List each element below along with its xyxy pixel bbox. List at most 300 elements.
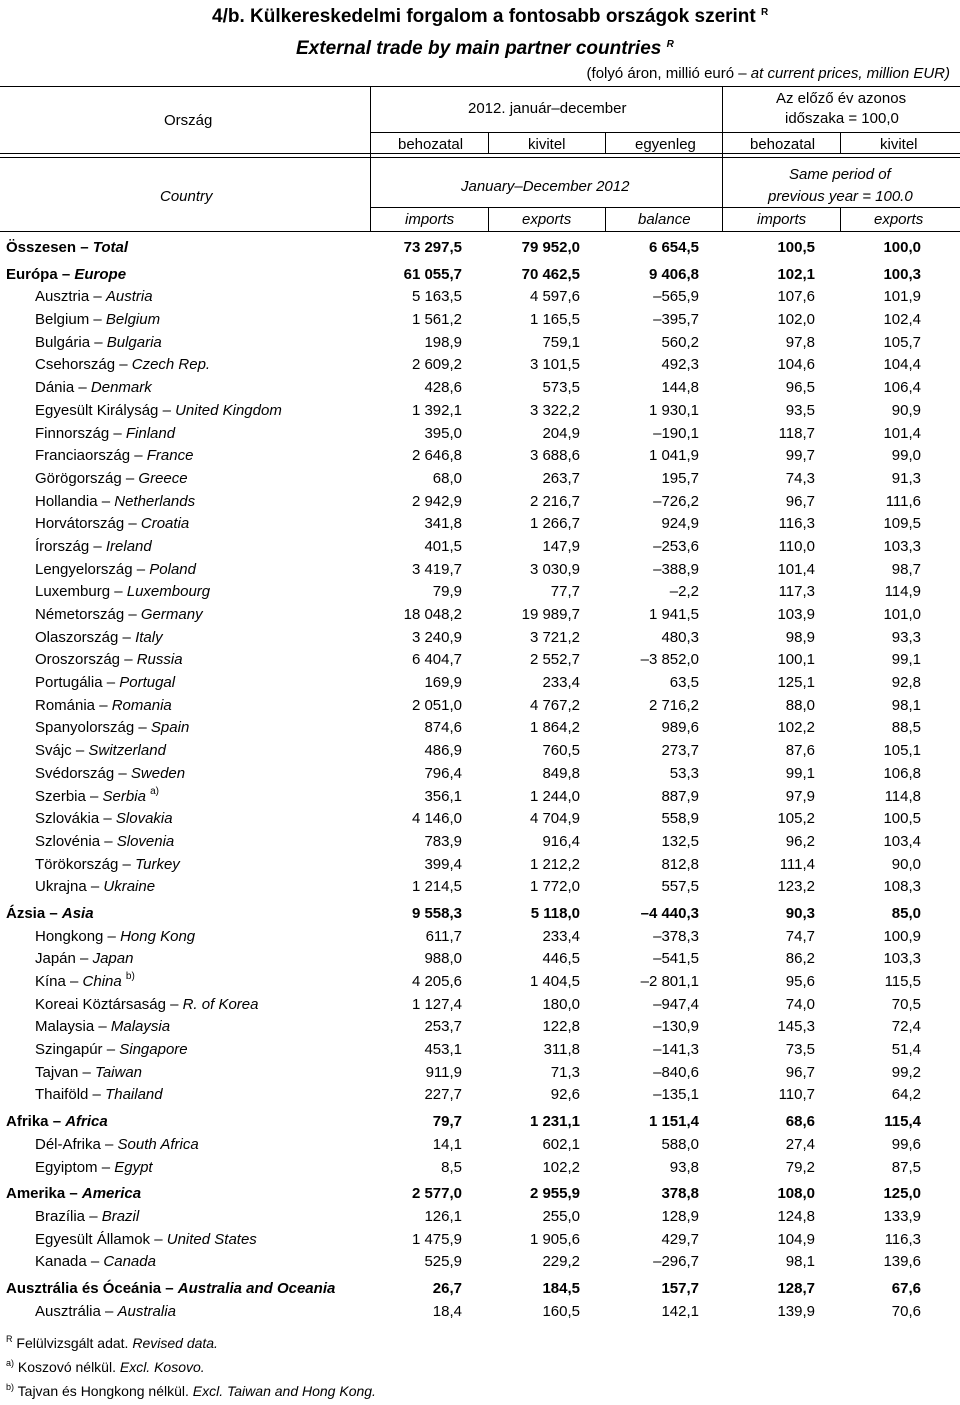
table-row: [0, 603, 960, 626]
country-en: Asia: [61, 904, 94, 922]
cell-value: –541,5: [653, 950, 699, 968]
country-name: Németország – Germany: [35, 606, 203, 623]
country-hu: Amerika: [6, 1185, 66, 1203]
footnote-b: [6, 1383, 376, 1399]
country-name: Amerika – America: [6, 1185, 142, 1203]
country-name: Belgium – Belgium: [35, 311, 161, 329]
cell-value: 887,9: [661, 787, 699, 805]
country-hu: Tajvan: [35, 1063, 79, 1081]
table-row: [0, 1133, 960, 1156]
country-en: Finland: [125, 424, 176, 442]
country-name: Szingapúr – Singapore: [35, 1041, 188, 1059]
cell-value: 263,7: [542, 469, 580, 487]
cell-value: 1 212,2: [529, 855, 580, 873]
country-hu: Szlovénia: [35, 832, 101, 850]
country-hu: Ukrajna: [35, 878, 87, 896]
col-hu-2: kivitel: [528, 136, 566, 153]
cell-value: 68,6: [785, 1113, 815, 1131]
country-name: Kína – China $^{b)}$: [35, 971, 135, 990]
cell-value: 611,7: [425, 927, 462, 945]
cell-value: 204,9: [542, 424, 580, 442]
cell-value: 492,3: [661, 356, 699, 374]
region-row: [0, 1182, 960, 1205]
header-prev-en-1: Same period of: [789, 166, 891, 183]
country-en: Romania: [111, 696, 172, 714]
cell-value: 88,5: [891, 719, 921, 737]
country-en: Belgium: [105, 311, 161, 329]
cell-value: 109,5: [883, 515, 921, 533]
cell-value: 486,9: [424, 742, 462, 760]
country-en: Germany: [140, 606, 203, 623]
country-hu: Dél-Afrika: [35, 1135, 101, 1153]
country-name: Hollandia – Netherlands: [35, 492, 196, 510]
country-hu: Törökország: [35, 855, 119, 873]
cell-value: –2 801,1: [640, 973, 699, 990]
cell-value: –726,2: [653, 492, 699, 510]
units-hu: (folyó áron, millió euró: [586, 65, 735, 82]
cell-value: 759,1: [542, 333, 580, 351]
fn-hu: Felülvizsgált adat.: [16, 1335, 129, 1351]
cell-value: 51,4: [891, 1041, 921, 1059]
header-prev-hu-1: Az előző év azonos: [776, 90, 907, 107]
table-row: [0, 1228, 960, 1251]
cell-value: 102,2: [542, 1158, 580, 1176]
footnote-ref: a): [150, 785, 159, 797]
country-name: Oroszország – Russia: [35, 651, 183, 669]
cell-value: 104,4: [883, 356, 921, 374]
cell-value: 453,1: [424, 1041, 462, 1059]
country-name: Ázsia – Asia: [6, 904, 94, 922]
cell-value: 53,3: [669, 764, 699, 782]
country-name: Koreai Köztársaság – R. of Korea: [35, 995, 259, 1013]
table-row: [0, 626, 960, 649]
header-prev-en-2: previous year = 100.0: [768, 188, 913, 205]
country-name: Thaiföld – Thailand: [35, 1086, 163, 1104]
country-hu: Ausztria: [35, 288, 90, 306]
cell-value: 128,7: [777, 1279, 815, 1297]
cell-value: 2 216,7: [529, 492, 580, 510]
country-name: Szlovénia – Slovenia: [35, 832, 175, 850]
cell-value: 104,9: [777, 1230, 815, 1248]
country-hu: Egyiptom: [35, 1158, 98, 1176]
country-name: Spanyolország – Spain: [35, 719, 190, 737]
country-en: Brazil: [101, 1207, 140, 1225]
col-en-3: balance: [638, 211, 691, 228]
country-hu: Csehország: [35, 356, 116, 374]
cell-value: 311,8: [543, 1041, 580, 1059]
cell-value: 1 864,2: [529, 719, 580, 737]
cell-value: 79,7: [432, 1113, 462, 1131]
cell-value: 2 955,9: [529, 1185, 580, 1203]
cell-value: 19 989,7: [521, 606, 580, 623]
cell-value: 401,5: [424, 537, 462, 555]
country-hu: Európa: [6, 265, 58, 283]
country-hu: Horvátország: [35, 515, 125, 533]
header-rule-v: [370, 86, 371, 232]
country-hu: Ausztrália és Óceánia: [6, 1279, 162, 1297]
cell-value: 428,6: [424, 379, 462, 397]
cell-value: 169,9: [424, 674, 462, 692]
title-hu: 4/b. Külkereskedelmi forgalom a fontosabb országok szerint: [212, 6, 756, 27]
cell-value: 126,1: [424, 1207, 462, 1225]
country-name: Európa – Europe: [6, 265, 127, 283]
cell-value: 105,1: [883, 742, 921, 760]
country-en: America: [81, 1185, 142, 1203]
cell-value: –3 852,0: [640, 651, 699, 669]
cell-value: 99,0: [891, 447, 921, 465]
table-row: [0, 875, 960, 898]
region-row: [0, 263, 960, 286]
country-en: Japan: [92, 950, 134, 968]
cell-value: 1 404,5: [529, 973, 580, 990]
cell-value: 6 404,7: [411, 651, 462, 669]
table-body: [0, 236, 960, 1322]
country-en: Singapore: [119, 1041, 188, 1059]
table-row: [0, 1083, 960, 1106]
country-hu: Olaszország: [35, 628, 119, 646]
country-en: Australia: [117, 1302, 176, 1320]
cell-value: 79,9: [432, 583, 462, 601]
country-en: Turkey: [135, 855, 180, 873]
table-row: [0, 853, 960, 876]
country-en: Austria: [105, 288, 153, 306]
country-hu: Belgium: [35, 311, 90, 329]
country-hu: Bulgária: [35, 333, 91, 351]
cell-value: 429,7: [661, 1230, 699, 1248]
country-name: Dél-Afrika – South Africa: [35, 1135, 199, 1153]
country-hu: Románia: [35, 696, 96, 714]
cell-value: 115,5: [884, 973, 921, 990]
country-hu: Luxemburg: [35, 583, 111, 601]
cell-value: –947,4: [653, 995, 699, 1013]
cell-value: 3 322,2: [529, 401, 580, 419]
country-name: Ukrajna – Ukraine: [35, 878, 156, 896]
cell-value: 180,0: [542, 995, 580, 1013]
country-name: Luxemburg – Luxembourg: [35, 583, 211, 601]
country-en: Egypt: [114, 1158, 153, 1176]
col-en-4: imports: [757, 211, 807, 228]
header-country-hu: Ország: [164, 112, 213, 129]
country-en: Italy: [135, 628, 163, 646]
country-en: Hong Kong: [120, 927, 196, 945]
fn-en: Excl. Kosovo.: [119, 1359, 205, 1375]
fn-mark: b): [6, 1382, 15, 1392]
cell-value: 102,1: [777, 265, 815, 283]
country-name: Svédország – Sweden: [35, 764, 186, 782]
cell-value: 100,5: [883, 810, 921, 828]
col-en-5: exports: [874, 211, 924, 228]
country-en: Australia and Oceania: [177, 1279, 336, 1297]
cell-value: 77,7: [550, 583, 580, 601]
cell-value: 5 163,5: [411, 288, 462, 306]
cell-value: 105,7: [883, 333, 921, 351]
cell-value: 988,0: [424, 950, 462, 968]
country-name: Lengyelország – Poland: [35, 560, 196, 578]
country-hu: Malaysia: [35, 1018, 95, 1036]
region-row: [0, 236, 960, 259]
cell-value: 18,4: [432, 1302, 462, 1320]
cell-value: –565,9: [653, 288, 699, 306]
country-hu: Hollandia: [35, 492, 98, 510]
cell-value: 95,6: [785, 973, 815, 990]
country-en: Russia: [136, 651, 183, 669]
cell-value: –395,7: [653, 311, 699, 329]
cell-value: 233,4: [542, 674, 580, 692]
country-name: Egyesült Államok – United States: [35, 1230, 257, 1248]
country-en: Portugal: [119, 674, 176, 692]
cell-value: 8,5: [441, 1158, 462, 1176]
country-hu: Brazília: [35, 1207, 86, 1225]
table-row: [0, 993, 960, 1016]
country-hu: Thaiföld: [35, 1086, 89, 1104]
table-row: [0, 535, 960, 558]
country-en: Netherlands: [114, 492, 196, 510]
col-hu-4: behozatal: [750, 136, 816, 153]
country-hu: Kína: [35, 973, 66, 990]
title-en: External trade by main partner countries: [296, 38, 662, 59]
cell-value: 96,5: [785, 379, 815, 397]
footnote-r: [6, 1335, 218, 1351]
table-row: [0, 580, 960, 603]
country-name: Románia – Romania: [35, 696, 172, 714]
header-country-en: Country: [160, 188, 213, 205]
cell-value: 63,5: [669, 674, 699, 692]
cell-value: 198,9: [424, 333, 462, 351]
fn-mark: a): [6, 1358, 15, 1368]
cell-value: 92,8: [891, 674, 921, 692]
country-hu: Japán: [35, 950, 76, 968]
country-name: Egyiptom – Egypt: [35, 1158, 153, 1176]
cell-value: 5 118,0: [530, 904, 580, 922]
country-name: Törökország – Turkey: [35, 855, 180, 873]
fn-en: Revised data.: [132, 1335, 218, 1351]
col-div: [488, 207, 489, 232]
cell-value: 71,3: [550, 1063, 580, 1081]
cell-value: 106,4: [883, 379, 921, 397]
country-en: Switzerland: [88, 742, 166, 760]
col-div: [488, 132, 489, 153]
country-name: Brazília – Brazil: [35, 1207, 140, 1225]
cell-value: 812,8: [661, 855, 699, 873]
table-row: [0, 1300, 960, 1323]
table-row: [0, 807, 960, 830]
cell-value: 160,5: [542, 1302, 580, 1320]
cell-value: 90,3: [785, 904, 815, 922]
country-name: Japán – Japan: [35, 950, 134, 968]
table-row: [0, 512, 960, 535]
country-hu: Spanyolország: [35, 719, 135, 737]
cell-value: 70,6: [891, 1302, 921, 1320]
col-div: [840, 132, 841, 153]
cell-value: 4 597,6: [529, 288, 580, 306]
cell-value: 125,1: [777, 674, 815, 692]
cell-value: 1 561,2: [411, 311, 462, 329]
cell-value: 96,2: [785, 832, 815, 850]
cell-value: 123,2: [777, 878, 815, 896]
cell-value: 27,4: [785, 1135, 815, 1153]
col-hu-5: kivitel: [880, 136, 918, 153]
cell-value: 116,3: [778, 515, 815, 533]
cell-value: 74,0: [785, 995, 815, 1013]
cell-value: 4 704,9: [529, 810, 580, 828]
country-hu: Egyesült Államok: [35, 1230, 151, 1248]
cell-value: 1 165,5: [529, 311, 580, 329]
cell-value: 525,9: [424, 1253, 462, 1271]
cell-value: 68,0: [432, 469, 462, 487]
cell-value: 924,9: [661, 515, 699, 533]
cell-value: 2 716,2: [648, 696, 699, 714]
cell-value: 1 151,4: [648, 1113, 699, 1131]
country-name: Szlovákia – Slovakia: [35, 810, 173, 828]
cell-value: 61 055,7: [403, 265, 462, 283]
cell-value: 72,4: [891, 1018, 921, 1036]
country-name: Ausztria – Austria: [35, 288, 153, 306]
cell-value: –388,9: [653, 560, 699, 578]
cell-value: –4 440,3: [640, 904, 699, 922]
country-en: Africa: [65, 1113, 108, 1131]
cell-value: 2 609,2: [411, 356, 462, 374]
cell-value: 100,3: [883, 265, 921, 283]
country-hu: Szlovákia: [35, 810, 100, 828]
cell-value: 229,2: [542, 1253, 580, 1271]
cell-value: 1 266,7: [529, 515, 580, 533]
table-title-en: [296, 38, 674, 60]
cell-value: 132,5: [661, 832, 699, 850]
country-en: Greece: [138, 469, 188, 487]
cell-value: 1 475,9: [411, 1230, 462, 1248]
table-row: [0, 376, 960, 399]
table-row: [0, 353, 960, 376]
country-name: Horvátország – Croatia: [35, 515, 190, 533]
country-en: South Africa: [117, 1135, 199, 1153]
col-div: [840, 207, 841, 232]
cell-value: 99,2: [891, 1063, 921, 1081]
cell-value: 90,9: [891, 401, 921, 419]
cell-value: 273,7: [661, 742, 699, 760]
cell-value: 6 654,5: [648, 239, 699, 256]
table-row: [0, 1061, 960, 1084]
cell-value: 157,7: [661, 1279, 699, 1297]
cell-value: 99,6: [891, 1135, 921, 1153]
cell-value: 253,7: [424, 1018, 462, 1036]
cell-value: 142,1: [661, 1302, 699, 1320]
cell-value: 480,3: [661, 628, 699, 646]
cell-value: 4 205,6: [411, 973, 462, 990]
country-name: Hongkong – Hong Kong: [35, 927, 196, 945]
country-hu: Németország: [35, 606, 125, 623]
cell-value: –296,7: [653, 1253, 699, 1271]
country-name: Svájc – Switzerland: [35, 742, 166, 760]
country-en: Bulgaria: [106, 333, 162, 351]
country-hu: Ázsia: [6, 904, 46, 922]
table-row: [0, 558, 960, 581]
revised-mark-en: R: [666, 39, 674, 50]
cell-value: 3 419,7: [411, 560, 462, 578]
cell-value: 602,1: [542, 1135, 580, 1153]
cell-value: 125,0: [883, 1185, 921, 1203]
cell-value: 73 297,5: [403, 239, 462, 256]
cell-value: 4 767,2: [529, 696, 580, 714]
revised-mark: R: [761, 7, 769, 18]
units-note: (folyó áron, millió euró – at current prices, million EUR): [586, 65, 950, 82]
cell-value: 96,7: [785, 1063, 815, 1081]
cell-value: 110,7: [778, 1086, 815, 1104]
country-en: Ireland: [105, 537, 152, 555]
table-row: [0, 331, 960, 354]
cell-value: 79,2: [785, 1158, 815, 1176]
country-en: Serbia: [102, 787, 146, 805]
cell-value: 184,5: [542, 1279, 580, 1297]
country-hu: Összesen: [6, 239, 77, 256]
country-name: Görögország – Greece: [35, 469, 188, 487]
cell-value: 2 942,9: [411, 492, 462, 510]
cell-value: 115,4: [884, 1113, 921, 1131]
cell-value: 103,9: [777, 606, 815, 623]
cell-value: 100,1: [777, 651, 815, 669]
cell-value: 86,2: [785, 950, 815, 968]
cell-value: 98,1: [891, 696, 921, 714]
cell-value: 88,0: [785, 696, 815, 714]
cell-value: 99,1: [785, 764, 815, 782]
cell-value: 144,8: [661, 379, 699, 397]
header-rule-v2: [722, 86, 723, 232]
table-row: [0, 671, 960, 694]
country-hu: Finnország: [35, 424, 110, 442]
cell-value: 87,6: [785, 742, 815, 760]
header-rule-mid: [370, 132, 960, 133]
table-title: [212, 6, 768, 28]
cell-value: 558,9: [661, 810, 699, 828]
cell-value: 446,5: [542, 950, 580, 968]
cell-value: 911,9: [425, 1063, 462, 1081]
cell-value: 557,5: [661, 878, 699, 896]
col-div: [605, 132, 606, 153]
cell-value: 92,6: [550, 1086, 580, 1104]
cell-value: 101,4: [777, 560, 815, 578]
cell-value: –2,2: [669, 583, 699, 601]
country-en: Taiwan: [95, 1063, 143, 1081]
country-en: Sweden: [130, 764, 186, 782]
country-name: Írország – Ireland: [35, 537, 152, 555]
country-en: Malaysia: [110, 1018, 171, 1036]
country-name: Portugália – Portugal: [35, 674, 176, 692]
country-name: Összesen – Total: [6, 239, 129, 256]
fn-hu: Tajvan és Hongkong nélkül.: [17, 1383, 189, 1399]
col-en-1: imports: [405, 211, 455, 228]
cell-value: 3 721,2: [529, 628, 580, 646]
country-hu: Írország: [35, 537, 90, 555]
cell-value: 227,7: [424, 1086, 462, 1104]
cell-value: 98,7: [891, 560, 921, 578]
country-en: Slovenia: [116, 832, 175, 850]
table-row: [0, 830, 960, 853]
region-row: [0, 1277, 960, 1300]
cell-value: 114,8: [884, 787, 921, 805]
cell-value: 97,8: [785, 333, 815, 351]
cell-value: 760,5: [542, 742, 580, 760]
country-name: Csehország – Czech Rep.: [35, 356, 211, 374]
cell-value: –190,1: [653, 424, 699, 442]
cell-value: 796,4: [424, 764, 462, 782]
region-row: [0, 902, 960, 925]
cell-value: 588,0: [661, 1135, 699, 1153]
country-hu: Lengyelország: [35, 560, 133, 578]
country-name: Olaszország – Italy: [35, 628, 163, 646]
cell-value: 139,6: [883, 1253, 921, 1271]
cell-value: 74,3: [785, 469, 815, 487]
country-hu: Hongkong: [35, 927, 104, 945]
cell-value: 100,0: [883, 239, 921, 256]
